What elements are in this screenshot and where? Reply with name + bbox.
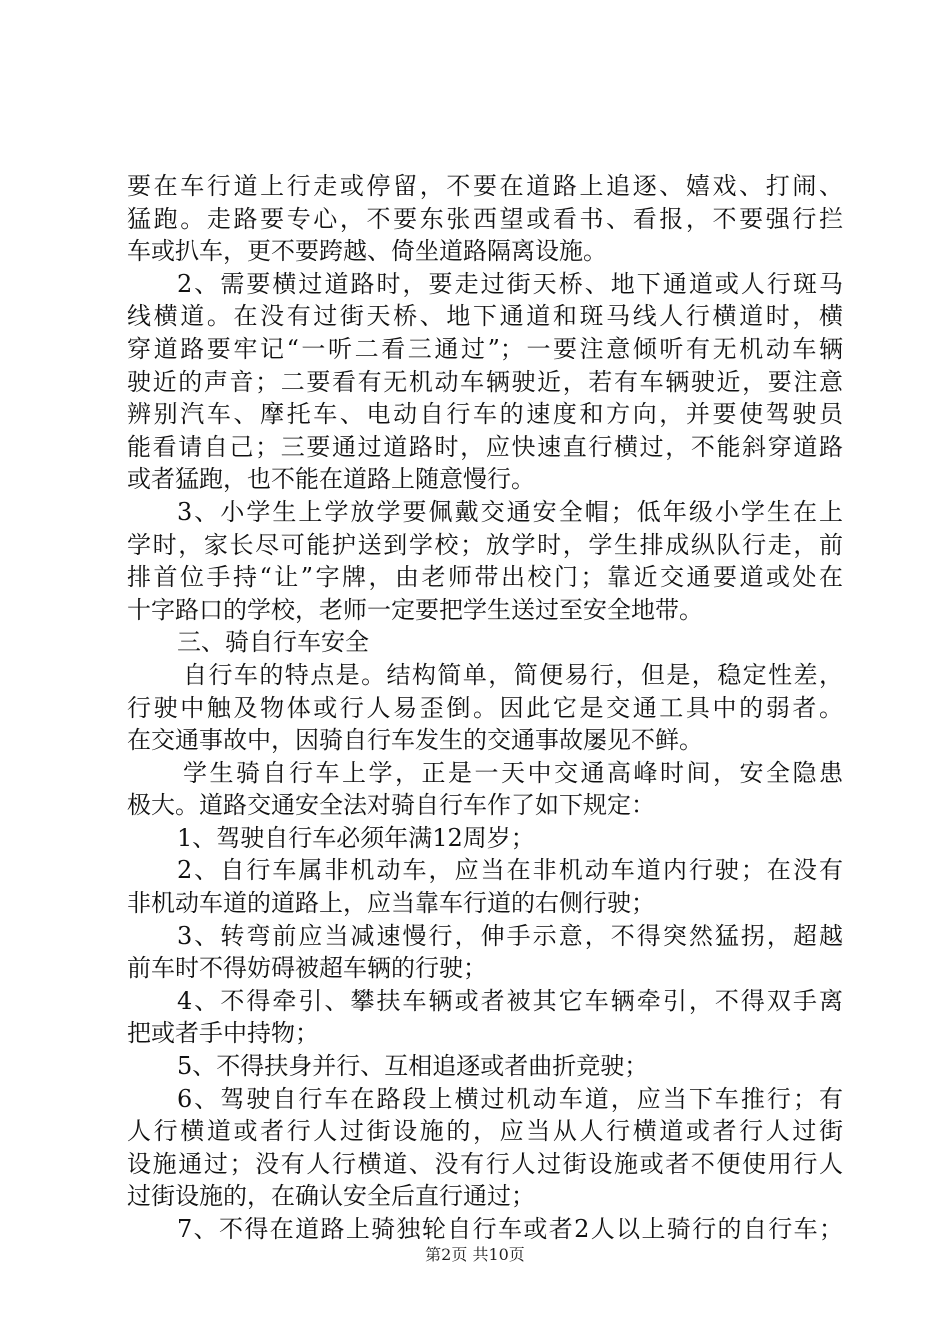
text-line: 驶近的声音；二要看有无机动车辆驶近，若有车辆驶近，要注意: [127, 367, 843, 396]
text-line: 学时，家长尽可能护送到学校；放学时，学生排成纵队行走，前: [127, 530, 843, 559]
text-line: 自行车的特点是。结构简单，简便易行，但是，稳定性差，: [183, 660, 843, 689]
text-line: 穿道路要牢记“一听二看三通过”；一要注意倾听有无机动车辆: [127, 334, 843, 363]
text-line: 3、小学生上学放学要佩戴交通安全帽；低年级小学生在上: [177, 497, 843, 526]
text-line: 过街设施的，在确认安全后直行通过；: [127, 1182, 535, 1211]
text-line: 把或者手中持物；: [127, 1019, 319, 1048]
text-line: 5、不得扶身并行、互相追逐或者曲折竞驶；: [177, 1052, 649, 1081]
text-line: 3、转弯前应当减速慢行，伸手示意，不得突然猛拐，超越: [177, 921, 843, 950]
text-line: 前车时不得妨碍被超车辆的行驶；: [127, 954, 487, 983]
text-line: 车或扒车，更不要跨越、倚坐道路隔离设施。: [127, 237, 607, 266]
text-line: 要在车行道上行走或停留，不要在道路上追逐、嬉戏、打闹、: [127, 172, 843, 200]
text-line: 十字路口的学校，老师一定要把学生送过至安全地带。: [127, 595, 703, 624]
text-line: 猛跑。走路要专心，不要东张西望或看书、看报，不要强行拦: [127, 204, 843, 233]
text-line: 线横道。在没有过街天桥、地下通道和斑马线人行横道时，横: [127, 302, 843, 331]
page-footer: [0, 1242, 950, 1265]
text-line: 在交通事故中，因骑自行车发生的交通事故屡见不鲜。: [127, 726, 703, 755]
text-line: 或者猛跑，也不能在道路上随意慢行。: [127, 465, 535, 494]
document-body: [127, 170, 843, 1246]
text-line: 排首位手持“让”字牌，由老师带出校门；靠近交通要道或处在: [127, 563, 843, 592]
text-line: 行驶中触及物体或行人易歪倒。因此它是交通工具中的弱者。: [127, 693, 843, 722]
text-line: 极大。道路交通安全法对骑自行车作了如下规定：: [127, 791, 655, 820]
text-line: 学生骑自行车上学，正是一天中交通高峰时间，安全隐患: [183, 758, 843, 787]
text-line: 能看请自己；三要通过道路时，应快速直行横过，不能斜穿道路: [127, 432, 843, 461]
text-line: 6、驾驶自行车在路段上横过机动车道，应当下车推行；有: [177, 1084, 843, 1113]
text-line: 7、不得在道路上骑独轮自行车或者2人以上骑行的自行车；: [177, 1215, 843, 1243]
text-line: 人行横道或者行人过街设施的，应当从人行横道或者行人过街: [127, 1117, 843, 1146]
section-heading: 三、骑自行车安全: [177, 628, 369, 657]
text-line: 2、自行车属非机动车，应当在非机动车道内行驶；在没有: [177, 856, 843, 885]
text-line: 2、需要横过道路时，要走过街天桥、地下通道或人行斑马: [177, 269, 843, 298]
text-line: 辨别汽车、摩托车、电动自行车的速度和方向，并要使驾驶员: [127, 400, 843, 429]
text-line: 4、不得牵引、攀扶车辆或者被其它车辆牵引，不得双手离: [177, 986, 843, 1015]
text-line: 1、驾驶自行车必须年满12周岁；: [177, 823, 535, 852]
text-line: 设施通过；没有人行横道、没有行人过街设施或者不便使用行人: [127, 1149, 843, 1178]
text-line: 非机动车道的道路上，应当靠车行道的右侧行驶；: [127, 889, 655, 918]
page-number-label: 第2页 共10页: [425, 1245, 525, 1264]
